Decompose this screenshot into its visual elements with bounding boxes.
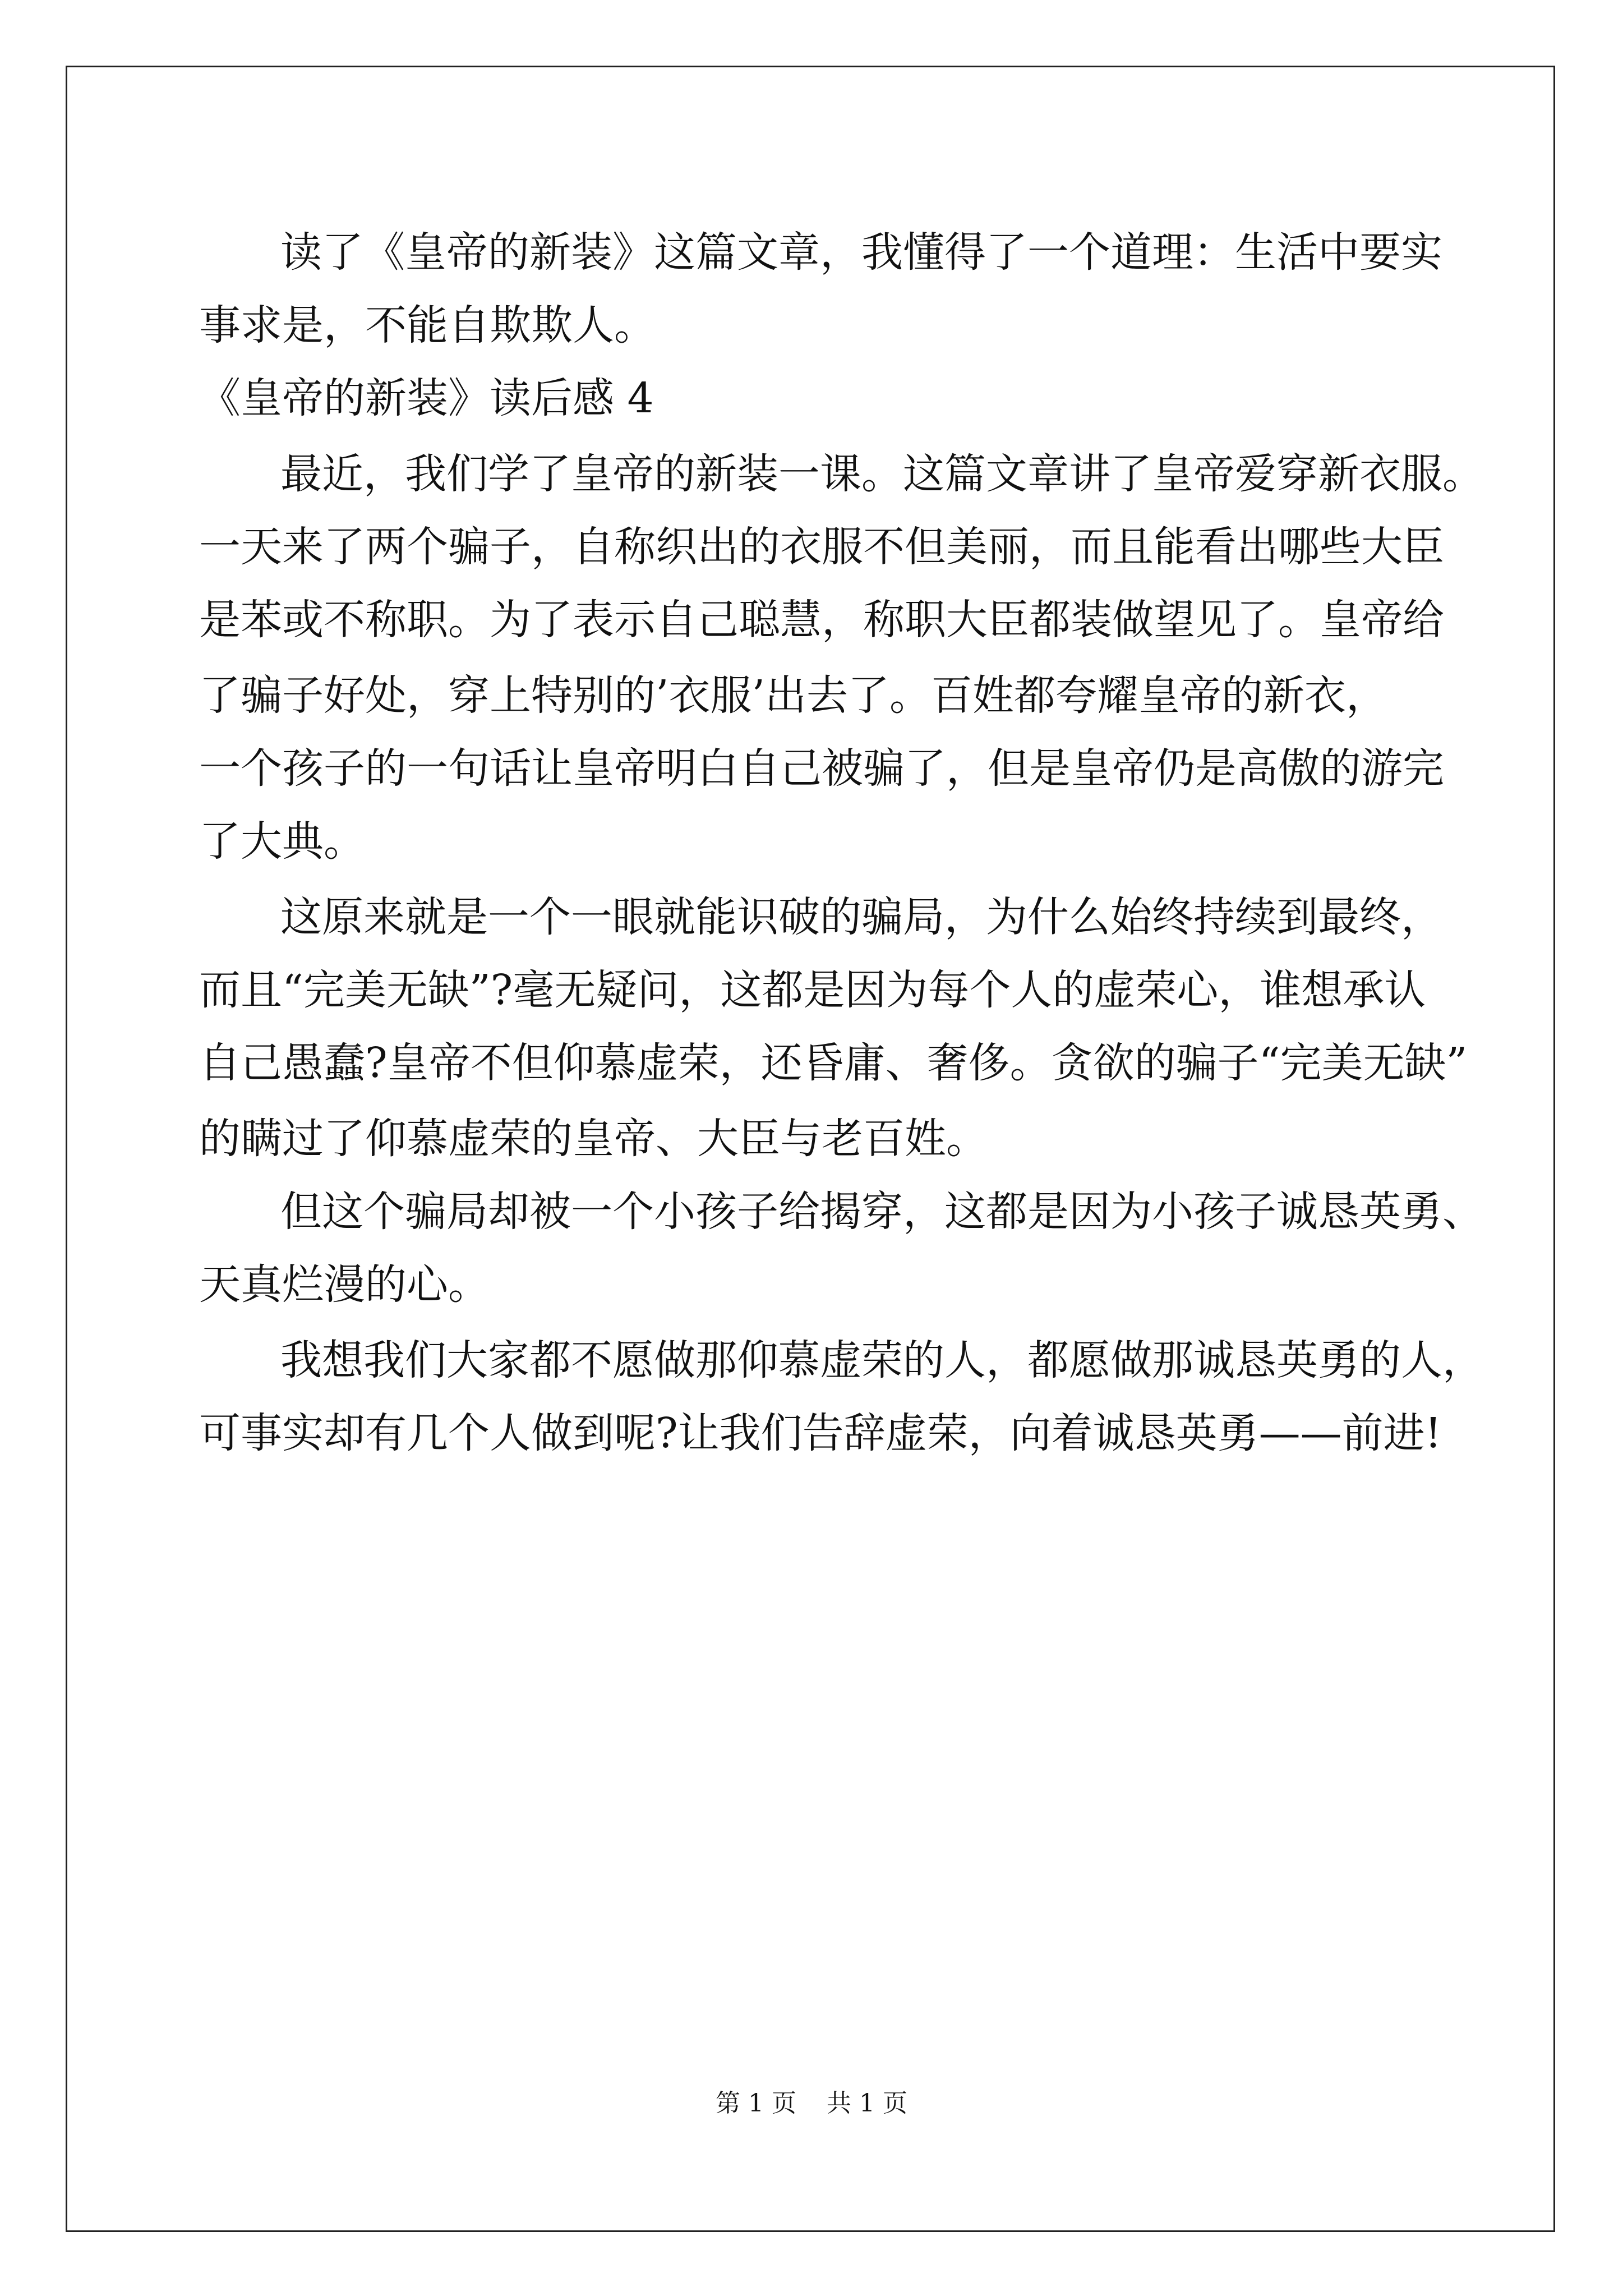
paragraph-3-line-4: 的瞒过了仰慕虚荣的皇帝、大臣与老百姓。 xyxy=(199,1115,988,1163)
paragraph-1-line-1: 读了《皇帝的新装》这篇文章，我懂得了一个道理：生活中要实 xyxy=(280,228,1442,277)
paragraph-2-line-2: 一天来了两个骗子，自称织出的衣服不但美丽，而且能看出哪些大臣 xyxy=(199,523,1444,571)
paragraph-1-line-2: 事求是，不能自欺欺人。 xyxy=(199,301,656,349)
paragraph-2-line-6: 了大典。 xyxy=(199,817,365,866)
paragraph-2-line-1: 最近，我们学了皇帝的新装一课。这篇文章讲了皇帝爱穿新衣服。 xyxy=(280,450,1484,498)
paragraph-5-line-1: 我想我们大家都不愿做那仰慕虚荣的人，都愿做那诚恳英勇的人， xyxy=(280,1336,1484,1384)
paragraph-4-line-1: 但这个骗局却被一个小孩子给揭穿，这都是因为小孩子诚恳英勇、 xyxy=(280,1188,1484,1236)
paragraph-2-line-3: 是苯或不称职。为了表示自己聪慧，称职大臣都装做望见了。皇帝给 xyxy=(199,596,1444,644)
page-footer xyxy=(0,2087,1623,2120)
paragraph-2-line-5: 一个孩子的一句话让皇帝明白自己被骗了，但是皇帝仍是高傲的游完 xyxy=(199,744,1444,793)
page-total: 共 1 页 xyxy=(827,2089,907,2118)
paragraph-5-line-2: 可事实却有几个人做到呢?让我们告辞虚荣，向着诚恳英勇——前进! xyxy=(199,1409,1442,1457)
paragraph-3-line-2: 而且“完美无缺”?毫无疑问，这都是因为每个人的虚荣心，谁想承认 xyxy=(199,966,1426,1014)
page-number: 第 1 页 xyxy=(716,2089,796,2118)
section-heading: 《皇帝的新装》读后感 4 xyxy=(199,374,654,422)
paragraph-4-line-2: 天真烂漫的心。 xyxy=(199,1260,490,1309)
paragraph-3-line-1: 这原来就是一个一眼就能识破的骗局，为什么始终持续到最终， xyxy=(280,893,1442,941)
paragraph-2-line-4: 了骗子好处，穿上特别的’衣服’出去了。百姓都夸耀皇帝的新衣， xyxy=(199,671,1388,720)
paragraph-3-line-3: 自己愚蠢?皇帝不但仰慕虚荣，还昏庸、奢侈。贪欲的骗子“完美无缺” xyxy=(199,1039,1468,1087)
